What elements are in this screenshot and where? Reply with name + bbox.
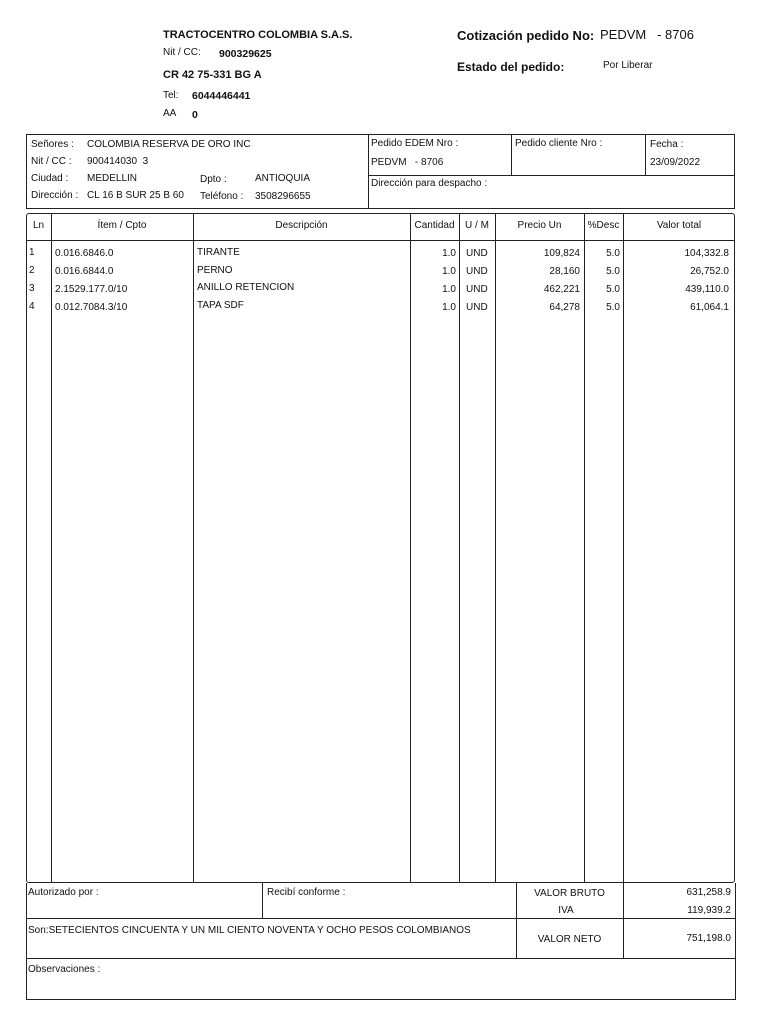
quote-number-value: PEDVM - 8706 [600,27,694,42]
company-aa-label: AA [163,108,177,119]
row-2-item: 0.016.6844.0 [55,266,114,277]
header-total: Valor total [656,220,702,231]
customer-telefono-value: 3508296655 [255,191,311,202]
row-4-total: 61,064.1 [690,302,729,313]
row-1-ln: 1 [29,247,35,258]
company-tel-label: Tel: [163,90,179,101]
row-2-price: 28,160 [549,266,580,277]
customer-direccion-value: CL 16 B SUR 25 B 60 [87,190,184,201]
row-2-quantity: 1.0 [442,266,456,277]
row-3-discount: 5.0 [606,284,620,295]
quote-number-label: Cotización pedido No: [457,28,595,43]
order-fecha-value: 23/09/2022 [650,157,701,168]
row-1-price: 109,824 [543,248,580,259]
row-3-um: UND [466,284,488,295]
header-description: Descripción [275,220,328,231]
order-edem-label: Pedido EDEM Nro : [371,138,459,149]
row-4-description: TAPA SDF [197,300,244,311]
valor-bruto-value: 631,258.9 [686,887,731,898]
valor-bruto-label: VALOR BRUTO [534,888,605,899]
header-item: Ítem / Cpto [97,220,147,231]
row-3-price: 462,221 [543,284,580,295]
customer-telefono-label: Teléfono : [200,191,244,202]
amount-in-words: Son:SETECIENTOS CINCUENTA Y UN MIL CIENTO NOVENTA Y OCHO PESOS COLOMBIANOS [28,925,471,936]
row-1-total: 104,332.8 [684,248,729,259]
order-edem-value: PEDVM - 8706 [371,157,444,168]
valor-neto-label: VALOR NETO [537,934,602,945]
row-4-price: 64,278 [549,302,580,313]
order-despacho-label: Dirección para despacho : [371,178,488,189]
row-4-item: 0.012.7084.3/10 [55,302,128,313]
customer-ciudad-value: MEDELLIN [87,173,138,184]
items-table [26,213,735,883]
autorizado-label: Autorizado por : [28,887,99,898]
row-4-ln: 4 [29,301,35,312]
company-nit-value: 900329625 [219,48,272,60]
company-nit-label: Nit / CC: [163,47,201,58]
row-3-item: 2.1529.177.0/10 [55,284,128,295]
order-fecha-label: Fecha : [650,139,684,150]
row-3-total: 439,110.0 [685,284,729,295]
row-3-description: ANILLO RETENCION [197,282,295,293]
company-name: TRACTOCENTRO COLOMBIA S.A.S. [163,29,353,41]
customer-name: COLOMBIA RESERVA DE ORO INC [87,139,251,150]
header-quantity: Cantidad [414,220,455,231]
company-aa-value: 0 [192,109,198,121]
row-2-description: PERNO [197,265,233,276]
iva-label: IVA [558,905,574,916]
customer-direccion-label: Dirección : [31,190,79,201]
row-2-total: 26,752.0 [690,266,729,277]
valor-neto-value: 751,198.0 [686,933,731,944]
company-tel-value: 6044446441 [192,90,251,102]
customer-nit-value: 900414030 3 [87,156,149,167]
header-price: Precio Un [517,220,562,231]
company-address: CR 42 75-331 BG A [163,69,262,81]
row-2-um: UND [466,266,488,277]
order-cliente-label: Pedido cliente Nro : [515,138,603,149]
customer-ciudad-label: Ciudad : [31,173,69,184]
iva-value: 119,939.2 [687,905,731,916]
header-discount: %Desc [587,220,620,231]
order-status-label: Estado del pedido: [457,60,565,74]
observaciones-label: Observaciones : [28,964,101,975]
customer-nit-label: Nit / CC : [31,156,72,167]
customer-dpto-label: Dpto : [200,174,227,185]
row-1-um: UND [466,248,488,259]
row-2-discount: 5.0 [606,266,620,277]
row-4-um: UND [466,302,488,313]
row-1-quantity: 1.0 [442,248,456,259]
header-ln: Ln [32,220,45,231]
customer-senores-label: Señores : [31,139,74,150]
order-status-value: Por Liberar [603,60,653,71]
recibi-conforme-label: Recibí conforme : [267,887,346,898]
row-3-quantity: 1.0 [442,284,456,295]
row-4-quantity: 1.0 [442,302,456,313]
customer-dpto-value: ANTIOQUIA [255,173,311,184]
row-1-description: TIRANTE [197,247,240,258]
row-3-ln: 3 [29,283,35,294]
row-2-ln: 2 [29,265,35,276]
row-1-item: 0.016.6846.0 [55,248,114,259]
row-4-discount: 5.0 [606,302,620,313]
header-um: U / M [465,220,489,231]
row-1-discount: 5.0 [606,248,620,259]
